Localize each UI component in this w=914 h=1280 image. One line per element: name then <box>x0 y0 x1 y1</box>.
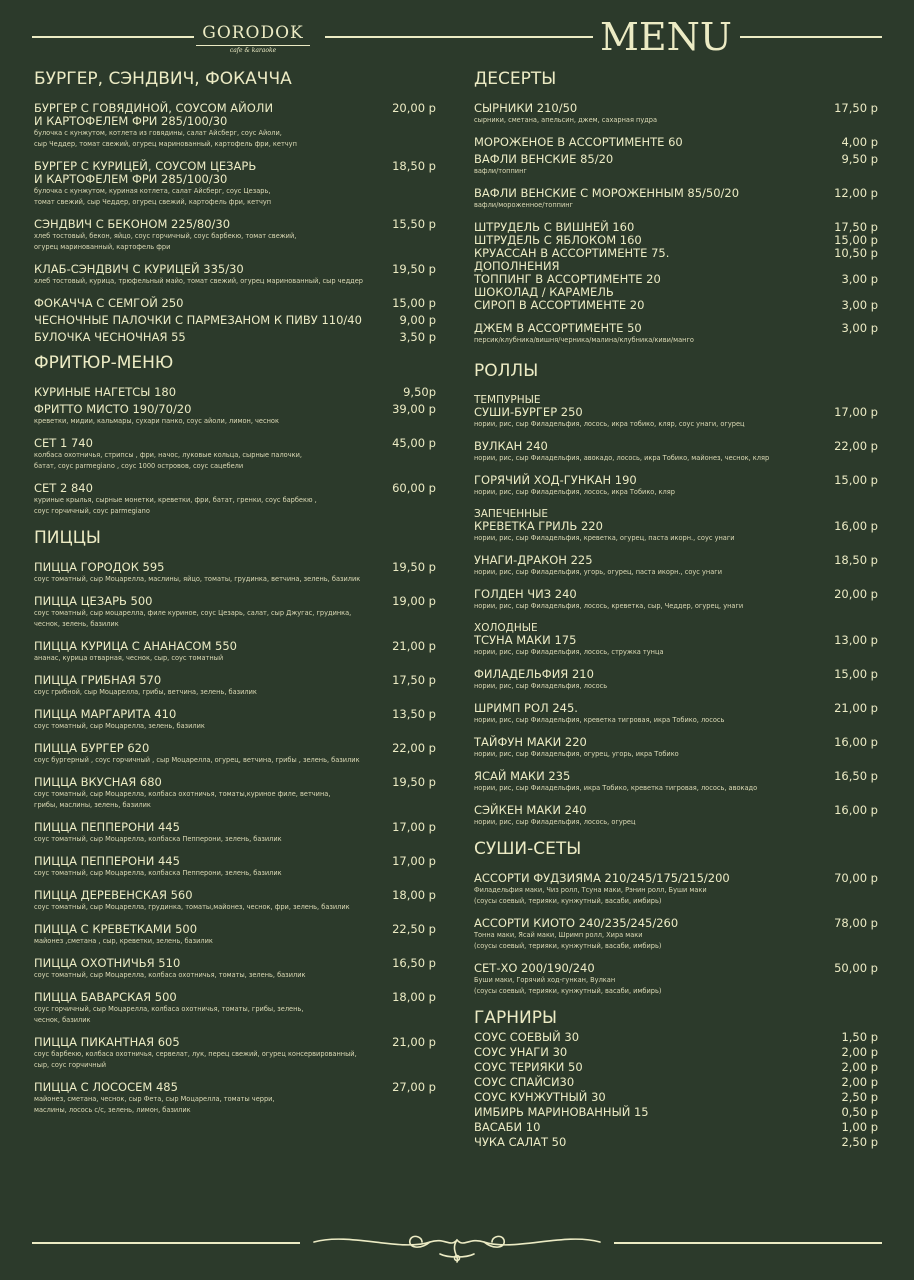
item-name: СЭНДВИЧ С БЕКОНОМ 225/80/30 <box>34 217 231 231</box>
item-description: нории, рис, сыр Филадельфия, лосось, икра Тобико, кляр <box>474 488 675 496</box>
section-title: СУШИ-СЕТЫ <box>474 839 582 859</box>
item-name: ПИЦЦА ОХОТНИЧЬЯ 510 <box>34 956 181 970</box>
menu-item <box>34 386 436 399</box>
section-title: ПИЦЦЫ <box>34 528 101 548</box>
menu-item <box>34 889 436 913</box>
menu-item-row <box>474 1031 878 1044</box>
menu-item-row <box>34 263 436 276</box>
menu-item <box>34 403 436 427</box>
menu-item <box>34 331 436 344</box>
item-name: ЯСАЙ МАКИ 235 <box>474 769 571 783</box>
item-description: хлеб тостовый, курица, трюфельный майо, томат свежий, огурец маринованный, сыр чеддер <box>34 277 363 285</box>
item-name: ВАСАБИ 10 <box>474 1120 541 1134</box>
menu-item-row <box>474 1121 878 1134</box>
menu-item <box>474 153 878 177</box>
menu-item-row <box>34 640 436 653</box>
item-description: креветки, мидии, кальмары, сухари панко, соус айоли, лимон, чеснок <box>34 417 279 425</box>
menu-item <box>34 1081 436 1116</box>
item-price: 21,00 р <box>392 639 436 653</box>
item-price: 22,00 р <box>834 439 878 453</box>
menu-item <box>474 440 878 464</box>
section-title: ФРИТЮР-МЕНЮ <box>34 353 174 373</box>
item-price: 4,00 р <box>841 135 878 149</box>
menu-item-row <box>474 668 878 681</box>
item-name: ПИЦЦА ЦЕЗАРЬ 500 <box>34 594 153 608</box>
menu-item <box>34 991 436 1026</box>
item-price: 17,00 р <box>392 820 436 834</box>
menu-item <box>474 736 878 760</box>
item-name: СИРОП В АССОРТИМЕНТЕ 20 <box>474 298 645 312</box>
menu-item-row <box>474 406 878 419</box>
item-price: 2,00 р <box>841 1045 878 1059</box>
item-description: куриные крылья, сырные монетки, креветки, фри, батат, гренки, соус барбекю , соус горчичный, соус parmegiano <box>34 496 317 515</box>
item-name: ПИЦЦА ВКУСНАЯ 680 <box>34 775 162 789</box>
section-title: ДЕСЕРТЫ <box>474 69 557 89</box>
menu-item-row <box>34 386 436 399</box>
item-price: 19,50 р <box>392 775 436 789</box>
item-price: 18,00 р <box>392 990 436 1004</box>
item-description: соус томатный, сыр Моцарелла, колбаска Пепперони, зелень, базилик <box>34 835 282 843</box>
item-price: 15,00 р <box>392 296 436 310</box>
item-name: ДОПОЛНЕНИЯ <box>474 259 560 273</box>
section-title: ГАРНИРЫ <box>474 1008 557 1028</box>
menu-item <box>34 263 436 287</box>
item-price: 0,50 р <box>841 1105 878 1119</box>
menu-item <box>474 804 878 828</box>
item-name: ЧУКА САЛАТ 50 <box>474 1135 567 1149</box>
menu-item-row <box>34 482 436 495</box>
item-price: 19,50 р <box>392 262 436 276</box>
item-price: 3,00 р <box>841 321 878 335</box>
item-price: 16,50 р <box>834 769 878 783</box>
item-description: соус томатный, сыр Моцарелла, грудинка, томаты,майонез, чеснок, фри, зелень, базилик <box>34 903 350 911</box>
item-price: 60,00 р <box>392 481 436 495</box>
item-price: 3,50 р <box>399 330 436 344</box>
menu-item-row <box>474 1136 878 1149</box>
item-price: 17,50 р <box>834 101 878 115</box>
menu-item <box>34 821 436 845</box>
item-description: майонез, сметана, чеснок, сыр Фета, сыр Моцарелла, томаты черри, маслины, лосось с/с, зелень, лимон, базилик <box>34 1095 275 1114</box>
item-name: ДЖЕМ В АССОРТИМЕНТЕ 50 <box>474 321 642 335</box>
item-description: нории, рис, сыр Филадельфия, лосось, икра тобико, кляр, соус унаги, огурец <box>474 420 745 428</box>
menu-item-row <box>474 554 878 567</box>
menu-item <box>474 702 878 726</box>
item-name: КУРИНЫЕ НАГЕТСЫ 180 <box>34 385 177 399</box>
item-price: 18,00 р <box>392 888 436 902</box>
menu-item <box>474 872 878 907</box>
item-name: ВАФЛИ ВЕНСКИЕ С МОРОЖЕННЫМ 85/50/20 <box>474 186 740 200</box>
item-name: ГОРЯЧИЙ ХОД-ГУНКАН 190 <box>474 473 637 487</box>
item-name: БУРГЕР С КУРИЦЕЙ, СОУСОМ ЦЕЗАРЬ И КАРТОФЕЛЕМ ФРИ 285/100/30 <box>34 159 257 186</box>
menu-item <box>474 474 878 498</box>
roll-group-label: ТЕМПУРНЫЕ <box>474 394 541 406</box>
item-name: АССОРТИ КИОТО 240/235/245/260 <box>474 916 679 930</box>
item-description: сырники, сметана, апельсин, джем, сахарная пудра <box>474 116 658 124</box>
menu-item <box>474 668 878 692</box>
menu-item <box>34 640 436 664</box>
item-name: ТАЙФУН МАКИ 220 <box>474 735 587 749</box>
menu-item <box>474 634 878 658</box>
menu-item <box>474 136 878 149</box>
menu-item <box>34 297 436 310</box>
item-price: 27,00 р <box>392 1080 436 1094</box>
menu-item-row <box>34 561 436 574</box>
ornament-divider <box>310 1228 604 1266</box>
item-name: КРУАССАН В АССОРТИМЕНТЕ 75. <box>474 246 670 260</box>
menu-item <box>474 962 878 997</box>
menu-item <box>34 595 436 630</box>
item-name: ВАФЛИ ВЕНСКИЕ 85/20 <box>474 152 614 166</box>
item-name: ПИЦЦА ПЕППЕРОНИ 445 <box>34 820 180 834</box>
menu-item-row <box>34 331 436 344</box>
item-price: 17,50 р <box>392 673 436 687</box>
item-name: СОУС ТЕРИЯКИ 50 <box>474 1060 583 1074</box>
item-name: СЫРНИКИ 210/50 <box>474 101 578 115</box>
item-description: нории, рис, сыр Филадельфия, лосось, креветка, сыр, Чеддер, огурец, унаги <box>474 602 744 610</box>
top-rule-right <box>740 36 882 38</box>
item-price: 17,00 р <box>834 405 878 419</box>
menu-item-row <box>474 1106 878 1119</box>
item-description: майонез ,сметана , сыр, креветки, зелень, базилик <box>34 937 213 945</box>
menu-item <box>34 102 436 150</box>
menu-item-row <box>474 322 878 335</box>
menu-item <box>34 855 436 879</box>
item-description: нории, рис, сыр Филадельфия, лосось, огурец <box>474 818 636 826</box>
item-name: СЭЙКЕН МАКИ 240 <box>474 803 587 817</box>
item-description: булочка с кунжутом, котлета из говядины, салат Айсберг, соус Айоли, сыр Чеддер, томат свежий, огурец маринованный, картофель фри, кетчуп <box>34 129 297 148</box>
menu-item-row <box>474 520 878 533</box>
roll-group-label: ХОЛОДНЫЕ <box>474 622 538 634</box>
menu-item <box>474 322 878 346</box>
item-description: соус бургерный , соус горчичный , сыр Моцарелла, огурец, ветчина, грибы , зелень, базилик <box>34 756 360 764</box>
item-price: 18,50 р <box>392 159 436 173</box>
item-price: 39,00 р <box>392 402 436 416</box>
item-name: ПИЦЦА ПЕППЕРОНИ 445 <box>34 854 180 868</box>
item-description: колбаса охотничья, стрипсы , фри, начос, луковые кольца, сырные палочки, батат, соус parmegiano , соус 1000 островов, соус сацебели <box>34 451 302 470</box>
item-name: КРЕВЕТКА ГРИЛЬ 220 <box>474 519 603 533</box>
item-price: 2,50 р <box>841 1090 878 1104</box>
menu-item <box>474 770 878 794</box>
item-price: 20,00 р <box>392 101 436 115</box>
menu-item-row <box>34 957 436 970</box>
item-price: 19,50 р <box>392 560 436 574</box>
menu-item <box>34 314 436 327</box>
menu-item-row <box>474 102 878 115</box>
item-price: 50,00 р <box>834 961 878 975</box>
menu-item-row <box>34 437 436 450</box>
item-name: ФРИТТО МИСТО 190/70/20 <box>34 402 192 416</box>
item-description: нории, рис, сыр Филадельфия, лосось, стружка тунца <box>474 648 664 656</box>
menu-item <box>474 588 878 612</box>
item-description: булочка с кунжутом, куриная котлета, салат Айсберг, соус Цезарь, томат свежий, сыр Чеддер, огурец свежий, картофель фри, кетчуп <box>34 187 272 206</box>
item-price: 9,50 р <box>841 152 878 166</box>
item-description: нории, рис, сыр Филадельфия, огурец, угорь, икра Тобико <box>474 750 679 758</box>
menu-item <box>34 957 436 981</box>
menu-item-row <box>474 136 878 149</box>
item-name: КЛАБ-СЭНДВИЧ С КУРИЦЕЙ 335/30 <box>34 262 244 276</box>
item-price: 17,00 р <box>392 854 436 868</box>
menu-item-row <box>34 1036 436 1049</box>
item-name: СОУС КУНЖУТНЫЙ 30 <box>474 1090 606 1104</box>
menu-item-row <box>34 102 436 128</box>
item-description: соус томатный, сыр Моцарелла, маслины, яйцо, томаты, грудинка, ветчина, зелень, базилик <box>34 575 361 583</box>
section-title: РОЛЛЫ <box>474 361 539 381</box>
item-description: нории, рис, сыр Филадельфия, лосось <box>474 682 608 690</box>
item-price: 21,00 р <box>834 701 878 715</box>
item-name: ШРИМП РОЛ 245. <box>474 701 578 715</box>
item-name: СОУС СПАЙСИ30 <box>474 1075 575 1089</box>
item-price: 45,00 р <box>392 436 436 450</box>
menu-item <box>34 1036 436 1071</box>
item-description: Буши маки, Горячий ход-гункан, Вулкан (соусы соевый, терияки, кунжутный, васаби, имбирь) <box>474 976 662 995</box>
item-name: СОУС УНАГИ 30 <box>474 1045 568 1059</box>
menu-item <box>474 102 878 126</box>
item-name: ПИЦЦА КУРИЦА С АНАНАСОМ 550 <box>34 639 237 653</box>
item-name: СЕТ-ХО 200/190/240 <box>474 961 595 975</box>
item-description: нории, рис, сыр Филадельфия, креветка, огурец, паста икорн., соус унаги <box>474 534 735 542</box>
item-price: 1,00 р <box>841 1120 878 1134</box>
menu-item-row <box>34 674 436 687</box>
item-description: соус горчичный, сыр Моцарелла, колбаса охотничья, томаты, грибы, зелень, чеснок, базилик <box>34 1005 304 1024</box>
menu-item <box>34 742 436 766</box>
menu-item-row <box>34 160 436 186</box>
item-description: Филадельфия маки, Чиз ролл, Тсуна маки, Рэнин ролл, Буши маки (соусы соевый, терияки, кунжутный, васаби, имбирь) <box>474 886 707 905</box>
item-price: 18,50 р <box>834 553 878 567</box>
menu-item <box>34 776 436 811</box>
menu-item-row <box>474 962 878 975</box>
menu-item-row <box>34 595 436 608</box>
item-name: ИМБИРЬ МАРИНОВАННЫЙ 15 <box>474 1105 649 1119</box>
item-price: 70,00 р <box>834 871 878 885</box>
item-name: ПИЦЦА ГОРОДОК 595 <box>34 560 165 574</box>
item-name: АССОРТИ ФУДЗИЯМА 210/245/175/215/200 <box>474 871 730 885</box>
item-price: 12,00 р <box>834 186 878 200</box>
item-price: 22,00 р <box>392 741 436 755</box>
item-name: ШОКОЛАД / КАРАМЕЛЬ <box>474 285 614 299</box>
item-name: БУРГЕР С ГОВЯДИНОЙ, СОУСОМ АЙОЛИ И КАРТОФЕЛЕМ ФРИ 285/100/30 <box>34 101 274 128</box>
item-name: ПИЦЦА ДЕРЕВЕНСКАЯ 560 <box>34 888 193 902</box>
item-price: 15,00 р <box>834 233 878 247</box>
menu-item-row <box>34 218 436 231</box>
menu-item-row <box>474 736 878 749</box>
item-name: ПИЦЦА С КРЕВЕТКАМИ 500 <box>34 922 198 936</box>
item-name: СЕТ 2 840 <box>34 481 93 495</box>
item-name: ПИЦЦА С ЛОСОСЕМ 485 <box>34 1080 178 1094</box>
item-name: ШТРУДЕЛЬ С ЯБЛОКОМ 160 <box>474 233 642 247</box>
menu-item-row <box>34 991 436 1004</box>
menu-item <box>474 520 878 544</box>
item-description: нории, рис, сыр Филадельфия, авокадо, лосось, икра Тобико, майонез, чеснок, кляр <box>474 454 770 462</box>
menu-item <box>34 218 436 253</box>
item-price: 13,00 р <box>834 633 878 647</box>
item-description: Тонна маки, Ясай маки, Шримп ролл, Хира маки (соусы соевый, терияки, кунжутный, васаби, имбирь) <box>474 931 662 950</box>
top-rule-left <box>32 36 194 38</box>
item-price: 1,50 р <box>841 1030 878 1044</box>
menu-item-row <box>34 776 436 789</box>
item-price: 78,00 р <box>834 916 878 930</box>
brand-logo <box>196 22 310 54</box>
menu-item-row <box>474 474 878 487</box>
item-description: хлеб тостовый, бекон, яйцо, соус горчичный, соус барбекю, томат свежий, огурец маринованный, картофель фри <box>34 232 297 251</box>
menu-item <box>34 160 436 208</box>
item-price: 3,00 р <box>841 272 878 286</box>
menu-item-row <box>34 314 436 327</box>
menu-item-row <box>474 872 878 885</box>
item-name: ШТРУДЕЛЬ С ВИШНЕЙ 160 <box>474 220 635 234</box>
item-description: персик/клубника/вишня/черника/малина/клубника/киви/манго <box>474 336 694 344</box>
menu-item <box>474 406 878 430</box>
menu-item-row <box>474 804 878 817</box>
menu-item-row <box>34 821 436 834</box>
item-price: 9,50р <box>403 385 436 399</box>
item-price: 16,00 р <box>834 803 878 817</box>
item-price: 16,50 р <box>392 956 436 970</box>
item-name: МОРОЖЕНОЕ В АССОРТИМЕНТЕ 60 <box>474 135 683 149</box>
item-name: УНАГИ-ДРАКОН 225 <box>474 553 593 567</box>
menu-item-row <box>34 403 436 416</box>
item-name: ПИЦЦА БУРГЕР 620 <box>34 741 150 755</box>
menu-item <box>34 437 436 472</box>
item-description: соус томатный, сыр Моцарелла, колбаска Пепперони, зелень, базилик <box>34 869 282 877</box>
item-price: 17,50 р <box>834 220 878 234</box>
item-description: соус томатный, сыр Моцарелла, колбаса охотничья, томаты, зелень, базилик <box>34 971 306 979</box>
item-price: 3,00 р <box>841 298 878 312</box>
menu-item-row <box>474 299 878 312</box>
menu-item-row <box>34 297 436 310</box>
item-name: ТСУНА МАКИ 175 <box>474 633 577 647</box>
item-price: 19,00 р <box>392 594 436 608</box>
dessert-extras <box>474 221 878 312</box>
item-name: СОУС СОЕВЫЙ 30 <box>474 1030 580 1044</box>
menu-item-row <box>34 855 436 868</box>
item-price: 22,50 р <box>392 922 436 936</box>
menu-item-row <box>474 1091 878 1104</box>
item-price: 20,00 р <box>834 587 878 601</box>
menu-item-row <box>474 1076 878 1089</box>
item-price: 13,50 р <box>392 707 436 721</box>
item-name: ГОЛДЕН ЧИЗ 240 <box>474 587 577 601</box>
bottom-rule-left <box>32 1242 300 1244</box>
menu-item <box>474 187 878 211</box>
item-name: ФИЛАДЕЛЬФИЯ 210 <box>474 667 594 681</box>
menu-item <box>474 554 878 578</box>
item-name: ФОКАЧЧА С СЕМГОЙ 250 <box>34 296 184 310</box>
menu-item <box>34 561 436 585</box>
item-name: ПИЦЦА ГРИБНАЯ 570 <box>34 673 162 687</box>
item-name: ТОППИНГ В АССОРТИМЕНТЕ 20 <box>474 272 661 286</box>
menu-item-row <box>474 1061 878 1074</box>
item-description: соус грибной, сыр Моцарелла, грибы, ветчина, зелень, базилик <box>34 688 257 696</box>
top-rule-middle <box>325 36 593 38</box>
menu-item-row <box>34 708 436 721</box>
item-description: соус томатный, сыр Моцарелла, колбаса охотничья, томаты,куриное филе, ветчина, грибы, маслины, зелень, базилик <box>34 790 331 809</box>
menu-item-row <box>474 1046 878 1059</box>
brand-name: GORODOK <box>202 23 304 43</box>
bottom-rule-right <box>614 1242 882 1244</box>
menu-item <box>34 708 436 732</box>
item-price: 10,50 р <box>834 246 878 260</box>
item-name: СЕТ 1 740 <box>34 436 93 450</box>
item-description: соус томатный, сыр Моцарелла, зелень, базилик <box>34 722 205 730</box>
menu-item-row <box>474 634 878 647</box>
page-title: MENU <box>600 15 732 59</box>
menu-item-row <box>34 742 436 755</box>
item-price: 15,00 р <box>834 473 878 487</box>
menu-item <box>34 674 436 698</box>
item-price: 2,50 р <box>841 1135 878 1149</box>
item-name: ПИЦЦА БАВАРСКАЯ 500 <box>34 990 177 1004</box>
item-price: 9,00 р <box>399 313 436 327</box>
item-description: соус томатный, сыр моцарелла, филе куриное, соус Цезарь, салат, сыр Джугас, грудинка, чеснок, зелень, базилик <box>34 609 352 628</box>
menu-item-row <box>34 923 436 936</box>
left-column <box>34 68 436 1126</box>
menu-item-row <box>34 1081 436 1094</box>
item-name: ЧЕСНОЧНЫЕ ПАЛОЧКИ С ПАРМЕЗАНОМ К ПИВУ 110/40 <box>34 313 362 327</box>
item-price: 15,00 р <box>834 667 878 681</box>
menu-item-row <box>34 889 436 902</box>
section-title: БУРГЕР, СЭНДВИЧ, ФОКАЧЧА <box>34 69 292 89</box>
item-price: 2,00 р <box>841 1060 878 1074</box>
menu-item-row <box>474 917 878 930</box>
item-description: вафли/мороженное/топпинг <box>474 201 574 209</box>
menu-item <box>34 482 436 517</box>
item-price: 15,50 р <box>392 217 436 231</box>
menu-item-row <box>474 702 878 715</box>
menu-item-row <box>474 153 878 166</box>
menu-item-row <box>474 187 878 200</box>
right-column <box>474 68 878 1151</box>
item-price: 2,00 р <box>841 1075 878 1089</box>
menu-item <box>474 917 878 952</box>
item-description: ананас, курица отварная, чеснок, сыр, соус томатный <box>34 654 224 662</box>
item-price: 16,00 р <box>834 735 878 749</box>
item-name: ПИЦЦА ПИКАНТНАЯ 605 <box>34 1035 180 1049</box>
brand-subtitle: cafe & karaoke <box>196 45 310 54</box>
item-price: 21,00 р <box>392 1035 436 1049</box>
menu-item <box>34 923 436 947</box>
roll-group-label: ЗАПЕЧЕННЫЕ <box>474 508 548 520</box>
item-price: 16,00 р <box>834 519 878 533</box>
item-name: ВУЛКАН 240 <box>474 439 548 453</box>
menu-item-row <box>474 440 878 453</box>
menu-item-row <box>474 770 878 783</box>
item-description: нории, рис, сыр Филадельфия, угорь, огурец, паста икорн., соус унаги <box>474 568 723 576</box>
item-name: БУЛОЧКА ЧЕСНОЧНАЯ 55 <box>34 330 186 344</box>
item-description: вафли/топпинг <box>474 167 527 175</box>
item-name: СУШИ-БУРГЕР 250 <box>474 405 583 419</box>
item-description: нории, рис, сыр Филадельфия, икра Тобико, креветка тигровая, лосось, авокадо <box>474 784 758 792</box>
menu-item-row <box>474 588 878 601</box>
item-name: ПИЦЦА МАРГАРИТА 410 <box>34 707 177 721</box>
item-description: соус барбекю, колбаса охотничья, сервелат, лук, перец свежий, огурец консервированный, сыр, соус горчичный <box>34 1050 357 1069</box>
item-description: нории, рис, сыр Филадельфия, креветка тигровая, икра Тобико, лосось <box>474 716 725 724</box>
